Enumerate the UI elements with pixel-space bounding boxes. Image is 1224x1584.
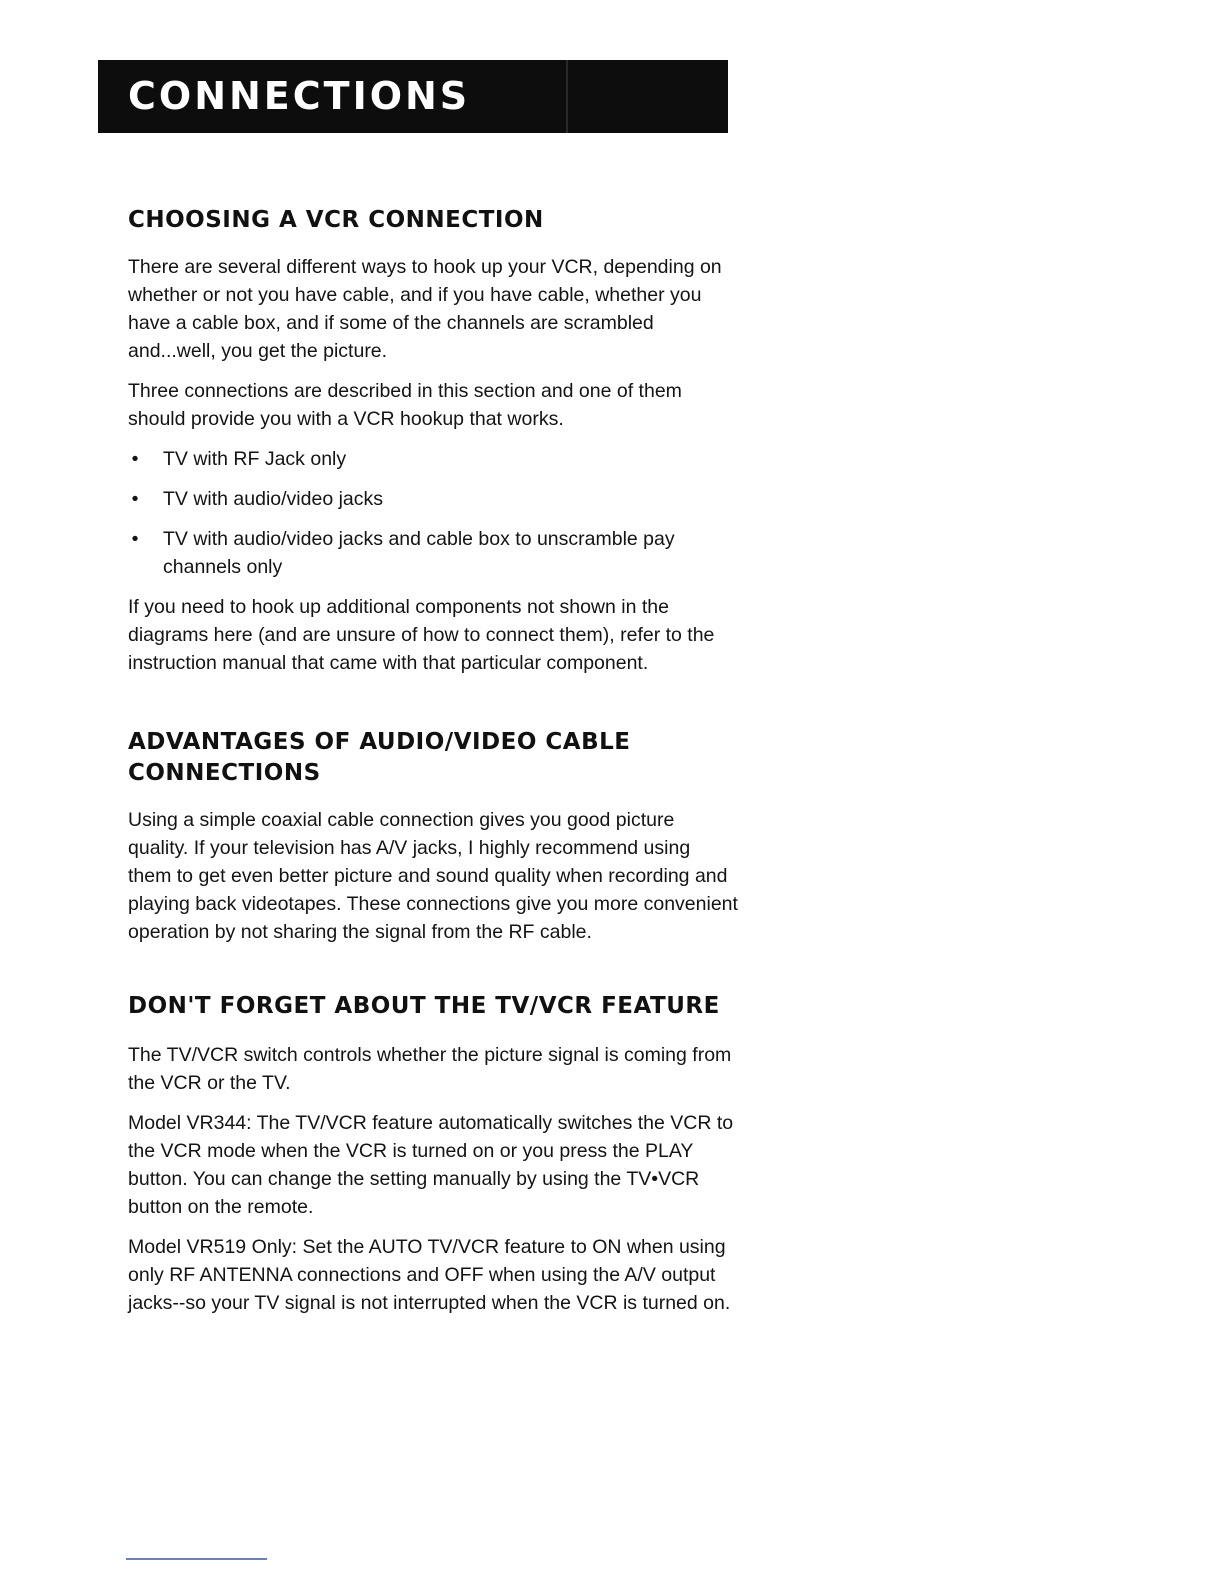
section-av-advantages [128,727,738,946]
connection-list [128,445,738,581]
paragraph: Model VR519 Only: Set the AUTO TV/VCR feature to ON when using only RF ANTENNA connections and OFF when using the A/V output jacks--so your TV signal is not interrupted when the VCR is turned on. [128,1236,731,1314]
section-heading: ADVANTAGES OF AUDIO/VIDEO CABLE CONNECTIONS [128,729,631,786]
paragraph: Using a simple coaxial cable connection gives you good picture quality. If your television has A/V jacks, I highly recommend using them to get even better picture and sound quality when recording and playing back videotapes. These connections give you more convenient operation by not sharing the signal from the RF cable. [128,809,738,943]
footer-rule [126,1558,267,1560]
list-item-text: TV with RF Jack only [163,448,347,470]
paragraph: The TV/VCR switch controls whether the picture signal is coming from the VCR or the TV. [128,1044,732,1094]
list-item-text: TV with audio/video jacks [163,488,384,510]
banner-divider [566,60,568,133]
section-heading: DON'T FORGET ABOUT THE TV/VCR FEATURE [128,993,720,1019]
paragraph: Model VR344: The TV/VCR feature automatically switches the VCR to the VCR mode when the VCR is turned on or you press the PLAY button. You can change the setting manually by using the TV•VCR button on the remote. [128,1112,734,1218]
paragraph: Three connections are described in this section and one of them should provide you with a VCR hookup that works. [128,380,682,430]
list-item [128,445,738,473]
list-item [128,485,738,513]
paragraph: If you need to hook up additional components not shown in the diagrams here (and are unsure of how to connect them), refer to the instruction manual that came with that particular component. [128,596,715,674]
section-heading: CHOOSING A VCR CONNECTION [128,207,544,233]
bullet-icon: • [131,528,139,550]
section-banner [98,60,728,133]
main-content [128,205,738,1317]
paragraph: There are several different ways to hook up your VCR, depending on whether or not you have cable, and if you have cable, whether you have a cable box, and if some of the channels are scrambled and...well, you get the picture. [128,256,722,362]
section-tv-vcr-feature [128,991,738,1317]
bullet-icon: • [131,488,139,510]
list-item [128,525,738,581]
section-choosing-connection [128,205,738,677]
list-item-text: TV with audio/video jacks and cable box to unscramble pay channels only [163,528,675,578]
bullet-icon: • [131,448,139,470]
page-title: CONNECTIONS [128,74,471,118]
